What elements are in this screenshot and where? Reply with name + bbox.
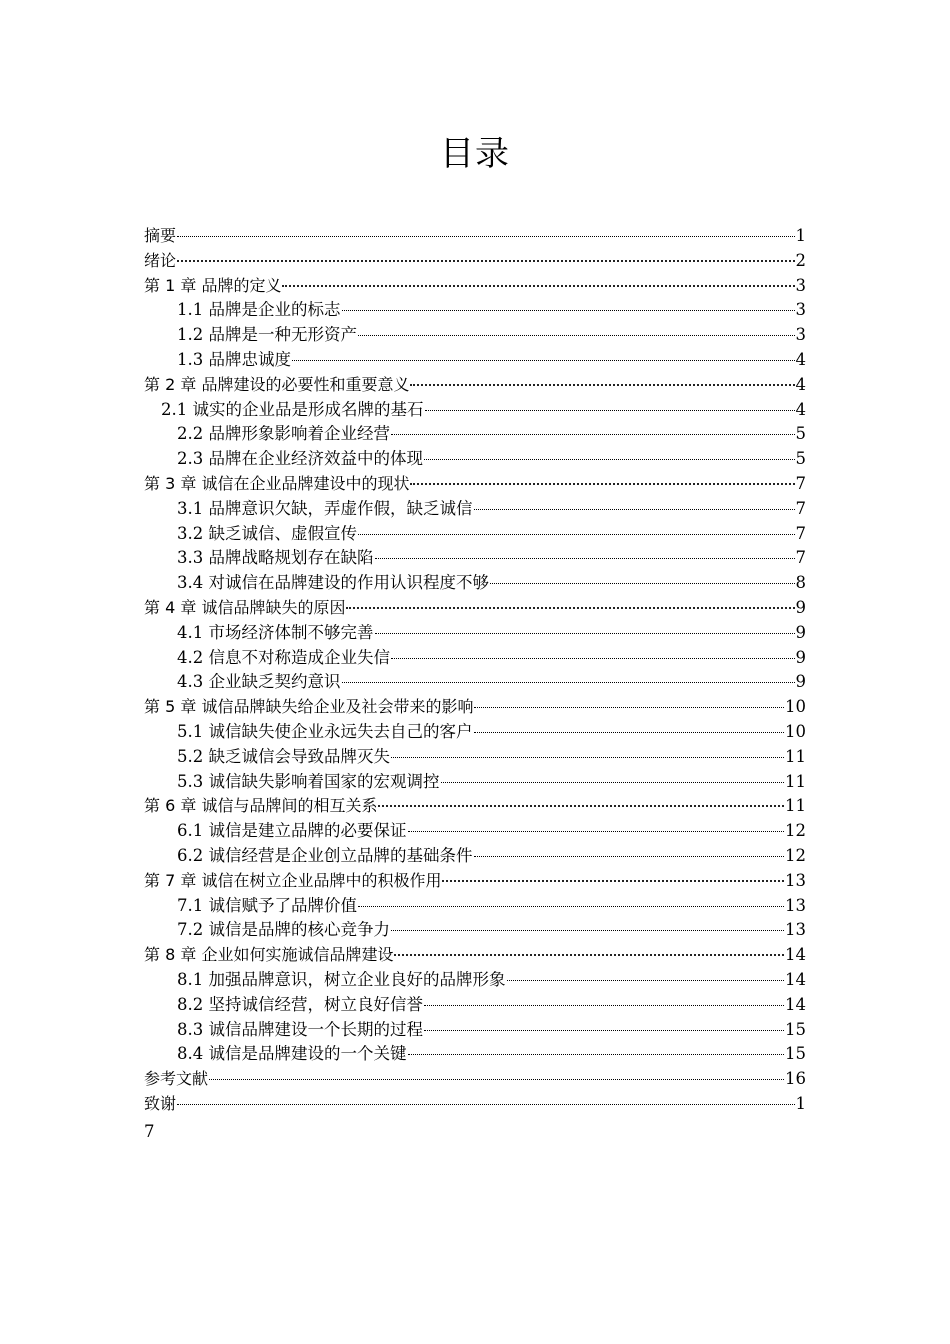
dot-leader (375, 557, 795, 559)
toc-section-entry[interactable] (144, 348, 806, 373)
dot-leader (292, 359, 795, 361)
toc-entry-page-number: 15 (785, 1019, 806, 1039)
toc-entry-label: 8.3 诚信品牌建设一个长期的过程 (177, 1019, 423, 1039)
toc-entry-label: 第 4 章 诚信品牌缺失的原因 (144, 597, 346, 617)
toc-entry-label: 7.1 诚信赋予了品牌价值 (177, 895, 357, 915)
toc-chapter-entry[interactable] (144, 224, 806, 249)
toc-entry-label: 绪论 (144, 250, 177, 270)
dot-leader (507, 979, 785, 981)
toc-section-entry[interactable] (144, 1042, 806, 1067)
toc-entry-label: 8.1 加强品牌意识，树立企业良好的品牌形象 (177, 969, 506, 989)
dot-leader (391, 433, 795, 435)
toc-entry-page-number: 9 (795, 672, 806, 692)
toc-entry-label: 摘要 (144, 226, 177, 245)
dot-leader (391, 657, 795, 659)
toc-entry-page-number: 10 (785, 697, 806, 717)
dot-leader (177, 1103, 794, 1105)
trailing-page-text: 7 (144, 1122, 155, 1141)
dot-leader (378, 804, 784, 807)
dot-leader (358, 905, 784, 907)
toc-entry-page-number: 15 (785, 1044, 806, 1064)
toc-entry-page-number: 14 (785, 945, 806, 965)
dot-leader (408, 830, 785, 832)
toc-entry-label: 2.1 诚实的企业品是形成名牌的基石 (161, 399, 424, 419)
toc-section-entry[interactable] (144, 770, 806, 795)
toc-entry-page-number: 16 (785, 1069, 806, 1089)
toc-section-entry[interactable] (144, 497, 806, 522)
toc-entry-label: 4.3 企业缺乏契约意识 (177, 672, 341, 692)
toc-entry-label: 1.2 品牌是一种无形资产 (177, 325, 357, 345)
dot-leader (441, 781, 785, 783)
toc-section-entry[interactable] (144, 745, 806, 770)
toc-entry-page-number: 4 (795, 399, 806, 419)
toc-chapter-entry[interactable] (144, 373, 806, 398)
toc-entry-page-number: 7 (795, 523, 806, 543)
toc-entry-page-number: 14 (785, 969, 806, 989)
toc-chapter-entry[interactable] (144, 943, 806, 968)
toc-entry-page-number: 7 (795, 473, 806, 493)
toc-entry-label: 第 5 章 诚信品牌缺失给企业及社会带来的影响 (144, 697, 474, 717)
toc-section-entry[interactable] (144, 844, 806, 869)
dot-leader (375, 632, 795, 634)
toc-entry-label: 1.1 品牌是企业的标志 (177, 300, 341, 320)
toc-section-entry[interactable] (144, 646, 806, 671)
dot-leader (358, 334, 795, 336)
toc-entry-label: 3.4 对诚信在品牌建设的作用认识程度不够 (177, 573, 489, 593)
toc-entry-page-number: 13 (785, 920, 806, 940)
toc-entry-page-number: 10 (785, 721, 806, 741)
toc-section-entry[interactable] (144, 447, 806, 472)
toc-entry-page-number: 2 (795, 250, 806, 270)
toc-entry-page-number: 1 (795, 1093, 806, 1113)
toc-chapter-entry[interactable] (144, 274, 806, 299)
toc-chapter-entry[interactable] (144, 869, 806, 894)
toc-entry-label: 4.1 市场经济体制不够完善 (177, 622, 374, 642)
toc-section-entry[interactable] (144, 968, 806, 993)
toc-chapter-entry[interactable] (144, 596, 806, 621)
toc-chapter-entry[interactable] (144, 472, 806, 497)
toc-entry-page-number: 3 (795, 325, 806, 345)
toc-chapter-entry[interactable] (144, 1092, 806, 1117)
toc-entry-label: 3.2 缺乏诚信、虚假宣传 (177, 523, 357, 543)
toc-entry-label: 5.3 诚信缺失影响着国家的宏观调控 (177, 771, 440, 791)
dot-leader (474, 855, 785, 857)
dot-leader (209, 1078, 784, 1080)
toc-entry-label: 3.3 品牌战略规划存在缺陷 (177, 548, 374, 568)
dot-leader (442, 879, 784, 882)
dot-leader (424, 1029, 784, 1031)
toc-entry-label: 第 1 章 品牌的定义 (144, 275, 282, 295)
dot-leader (177, 235, 794, 237)
dot-leader (394, 953, 784, 956)
dot-leader (346, 606, 794, 609)
dot-leader (391, 756, 784, 758)
toc-entry-label: 致谢 (144, 1093, 177, 1113)
toc-section-entry[interactable] (144, 1018, 806, 1043)
toc-entry-page-number: 11 (785, 746, 806, 766)
toc-title: 目录 (440, 134, 510, 174)
toc-section-entry[interactable] (144, 894, 806, 919)
dot-leader (410, 383, 794, 386)
toc-entry-label: 2.2 品牌形象影响着企业经营 (177, 424, 390, 444)
toc-section-entry[interactable] (144, 298, 806, 323)
toc-entry-label: 7.2 诚信是品牌的核心竞争力 (177, 920, 390, 940)
toc-entry-page-number: 5 (795, 424, 806, 444)
toc-entry-label: 第 2 章 品牌建设的必要性和重要意义 (144, 374, 410, 394)
toc-entry-page-number: 7 (795, 548, 806, 568)
dot-leader (358, 533, 795, 535)
toc-entry-label: 5.1 诚信缺失使企业永远失去自己的客户 (177, 721, 473, 741)
toc-entry-label: 2.3 品牌在企业经济效益中的体现 (177, 449, 423, 469)
toc-chapter-entry[interactable] (144, 249, 806, 274)
dot-leader (490, 582, 795, 584)
toc-section-entry[interactable] (144, 993, 806, 1018)
dot-leader (474, 731, 785, 733)
dot-leader (425, 409, 795, 411)
toc-section-entry[interactable] (144, 546, 806, 571)
toc-entry-page-number: 8 (795, 573, 806, 593)
toc-entry-page-number: 3 (795, 300, 806, 320)
toc-section-entry[interactable] (144, 398, 806, 423)
dot-leader (282, 284, 794, 287)
toc-entry-label: 5.2 缺乏诚信会导致品牌灭失 (177, 746, 390, 766)
toc-entry-page-number: 14 (785, 994, 806, 1014)
toc-entry-label: 6.1 诚信是建立品牌的必要保证 (177, 821, 407, 841)
toc-section-entry[interactable] (144, 670, 806, 695)
dot-leader (474, 508, 795, 510)
toc-entry-label: 6.2 诚信经营是企业创立品牌的基础条件 (177, 845, 473, 865)
toc-chapter-entry[interactable] (144, 695, 806, 720)
toc-entry-label: 第 7 章 诚信在树立企业品牌中的积极作用 (144, 870, 442, 890)
toc-entry-label: 4.2 信息不对称造成企业失信 (177, 647, 390, 667)
dot-leader (474, 706, 784, 708)
dot-leader (408, 1053, 785, 1055)
toc-entry-label: 参考文献 (144, 1069, 209, 1089)
toc-entry-page-number: 13 (785, 895, 806, 915)
toc-entry-page-number: 3 (795, 275, 806, 295)
dot-leader (391, 929, 784, 931)
toc-chapter-entry[interactable] (144, 794, 806, 819)
toc-entry-page-number: 12 (785, 821, 806, 841)
toc-entry-page-number: 7 (795, 498, 806, 518)
toc-entry-page-number: 12 (785, 845, 806, 865)
toc-section-entry[interactable] (144, 522, 806, 547)
toc-entry-page-number: 9 (795, 622, 806, 642)
toc-entry-page-number: 1 (795, 226, 806, 245)
toc-section-entry[interactable] (144, 571, 806, 596)
toc-section-entry[interactable] (144, 621, 806, 646)
toc-entry-page-number: 4 (795, 374, 806, 394)
toc-chapter-entry[interactable] (144, 1067, 806, 1092)
toc-entry-label: 3.1 品牌意识欠缺，弄虚作假，缺乏诚信 (177, 498, 473, 518)
toc-entry-page-number: 11 (785, 796, 806, 816)
toc-entry-page-number: 11 (785, 771, 806, 791)
toc-entry-page-number: 13 (785, 870, 806, 890)
dot-leader (177, 259, 794, 262)
toc-entry-page-number: 4 (795, 349, 806, 369)
toc-section-entry[interactable] (144, 819, 806, 844)
toc-entry-label: 第 3 章 诚信在企业品牌建设中的现状 (144, 473, 410, 493)
dot-leader (342, 681, 795, 683)
table-of-contents (144, 224, 806, 1117)
dot-leader (424, 1004, 784, 1006)
toc-entry-page-number: 5 (795, 449, 806, 469)
dot-leader (424, 458, 795, 460)
toc-entry-label: 第 6 章 诚信与品牌间的相互关系 (144, 796, 378, 816)
toc-entry-page-number: 9 (795, 647, 806, 667)
toc-section-entry[interactable] (144, 323, 806, 348)
toc-entry-label: 1.3 品牌忠诚度 (177, 349, 291, 369)
toc-section-entry[interactable] (144, 720, 806, 745)
toc-entry-label: 8.2 坚持诚信经营，树立良好信誉 (177, 994, 423, 1014)
dot-leader (342, 309, 795, 311)
toc-section-entry[interactable] (144, 918, 806, 943)
toc-entry-page-number: 9 (795, 597, 806, 617)
toc-section-entry[interactable] (144, 422, 806, 447)
toc-entry-label: 第 8 章 企业如何实施诚信品牌建设 (144, 945, 394, 965)
toc-entry-label: 8.4 诚信是品牌建设的一个关键 (177, 1044, 407, 1064)
dot-leader (410, 482, 794, 485)
